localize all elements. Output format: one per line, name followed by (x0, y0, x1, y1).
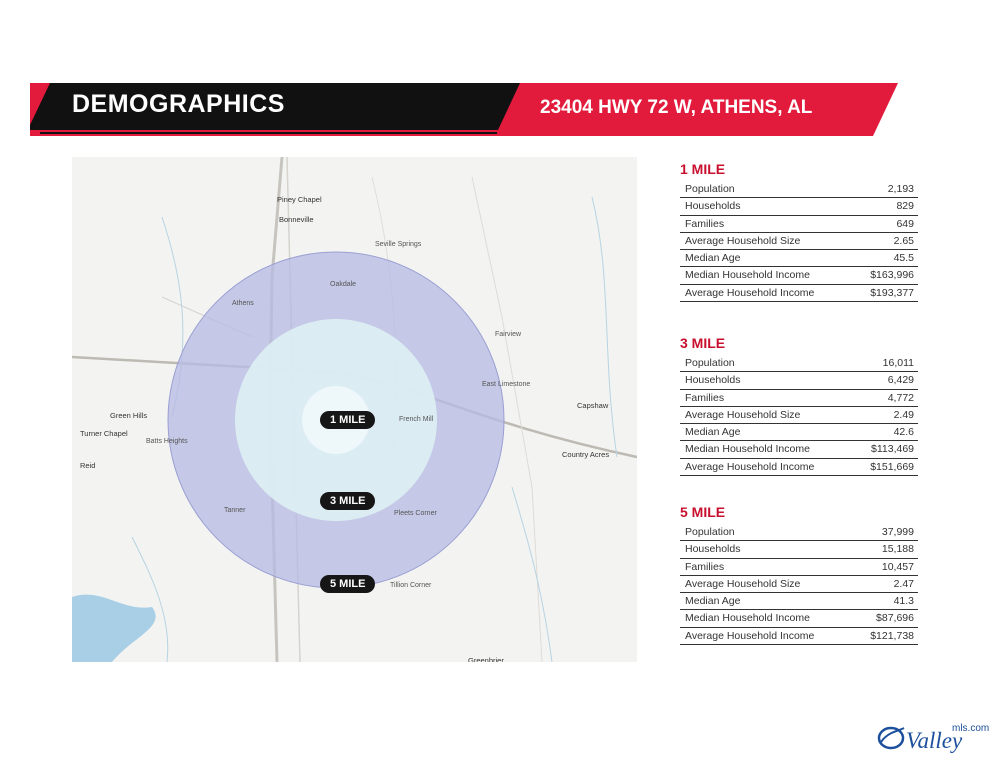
map-label: Batts Heights (146, 438, 188, 445)
map-label: Turner Chapel (80, 429, 128, 438)
section-title: 3 MILE (680, 335, 726, 351)
table-row: Median Household Income $113,469 (680, 441, 918, 458)
map-label: French Mill (399, 416, 434, 423)
table-row: Average Household Size 2.65 (680, 233, 918, 250)
map-label: Athens (232, 300, 254, 307)
table-row: Median Age 42.6 (680, 424, 918, 441)
table-row: Population 2,193 (680, 181, 918, 198)
header-banner (0, 0, 993, 150)
swoosh-circle-icon (876, 722, 906, 752)
map-label: East Limestone (482, 381, 531, 388)
table-row: Average Household Size 2.47 (680, 576, 918, 593)
table-row: Households 15,188 (680, 541, 918, 558)
table-row: Average Household Income $121,738 (680, 628, 918, 645)
map-label: Country Acres (562, 450, 610, 459)
logo-suffix: mls.com (952, 723, 990, 734)
table-row: Average Household Income $193,377 (680, 285, 918, 302)
map-label: Oakdale (330, 281, 357, 288)
map-label: Reid (80, 461, 96, 470)
map-label: Bonneville (279, 215, 314, 224)
map-label: Piney Chapel (277, 195, 322, 204)
page-title: DEMOGRAPHICS (72, 90, 285, 118)
property-address: 23404 HWY 72 W, ATHENS, AL (540, 97, 813, 118)
table-row: Median Age 45.5 (680, 250, 918, 267)
map-label: Greenbrier (468, 656, 504, 662)
table-row: Median Household Income $163,996 (680, 267, 918, 284)
table-row: Households 6,429 (680, 372, 918, 389)
map-label: Capshaw (577, 401, 609, 410)
table-row: Population 16,011 (680, 355, 918, 372)
table-row: Families 649 (680, 216, 918, 233)
radius-map[interactable] (72, 157, 637, 662)
table-row: Median Age 41.3 (680, 593, 918, 610)
ring-label-1-mile: 1 MILE (320, 411, 375, 429)
map-label: Green Hills (110, 411, 148, 420)
ring-label-5-mile: 5 MILE (320, 575, 375, 593)
section-title: 1 MILE (680, 161, 726, 177)
table-row: Families 4,772 (680, 390, 918, 407)
stats-3-mile (680, 335, 918, 476)
stats-5-mile (680, 504, 918, 645)
map-label: Tillion Corner (390, 582, 432, 589)
ring-label-3-mile: 3 MILE (320, 492, 375, 510)
map-label: Fairview (495, 331, 522, 338)
stats-1-mile (680, 161, 918, 302)
logo-text: Valley (906, 728, 963, 753)
section-title: 5 MILE (680, 504, 726, 520)
table-row: Households 829 (680, 198, 918, 215)
map-label: Tanner (224, 507, 246, 514)
table-row: Families 10,457 (680, 559, 918, 576)
table-row: Average Household Income $151,669 (680, 459, 918, 476)
table-row: Population 37,999 (680, 524, 918, 541)
banner-shapes (0, 0, 993, 150)
map-label: Seville Springs (375, 241, 422, 248)
table-row: Average Household Size 2.49 (680, 407, 918, 424)
table-row: Median Household Income $87,696 (680, 610, 918, 627)
map-label: Pleets Corner (394, 510, 437, 517)
